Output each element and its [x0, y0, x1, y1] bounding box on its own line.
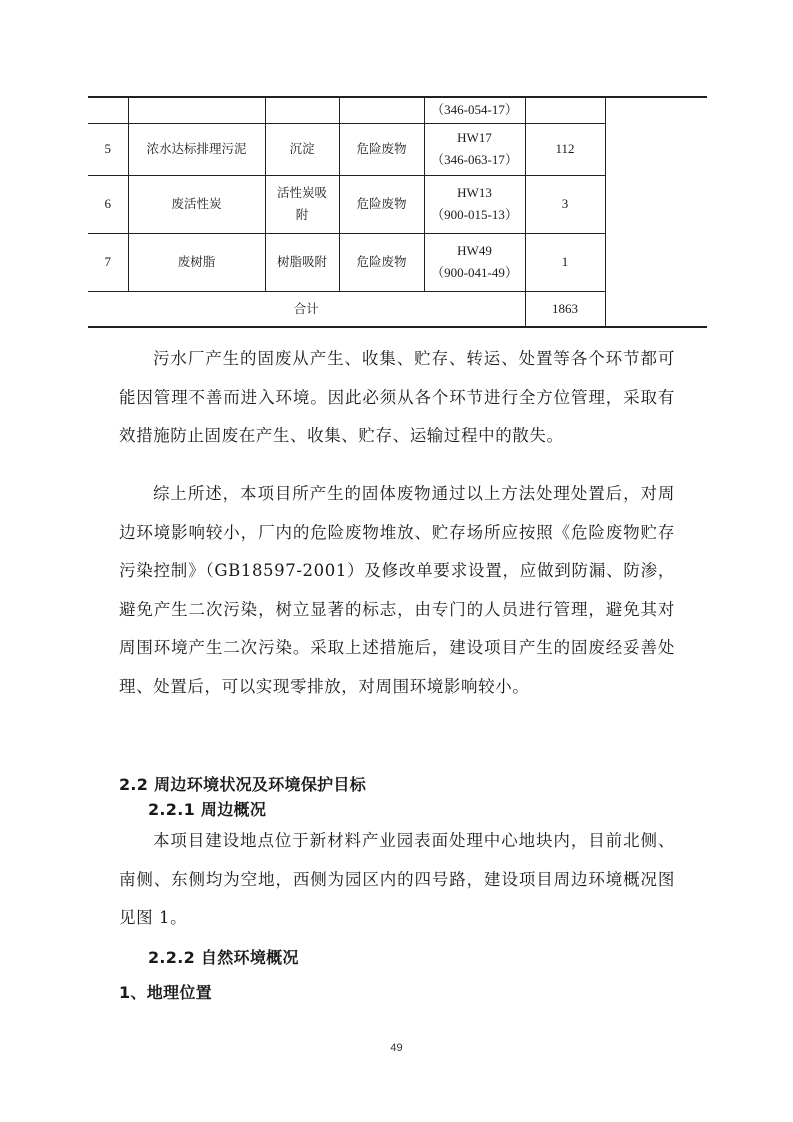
page-number: 49: [390, 1042, 403, 1054]
section-heading-2-2-2: 2.2.2 自然环境概况: [148, 948, 299, 967]
subsection-heading-geography: 1、地理位置: [119, 983, 212, 1002]
waste-code-cell: [424, 233, 525, 291]
total-label-cell: 合计: [88, 291, 525, 327]
category-cell: [339, 97, 424, 123]
paragraph-surroundings: 本项目建设地点位于新材料产业园表面处理中心地块内，目前北侧、南侧、东侧均为空地，西侧为园区内的四号路，建设项目周边环境概况图见图 1。: [119, 831, 675, 928]
paragraph-summary: 综上所述，本项目所产生的固体废物通过以上方法处理处置后，对周边环境影响较小，厂内的危险废物堆放、贮存场所应按照《危险废物贮存污染控制》（GB18597-2001）及修改单要求设置，应做到防漏、防渗，避免产生二次污染，树立显著的标志，由专门的人员进行管理，避免其对周围环境产生二次污染。采取上述措施后，建设项目产生的固废经妥善处理、处置后，可以实现零排放，对周围环境影响较小。: [119, 484, 675, 696]
waste-code-cell: [424, 123, 525, 175]
waste-name-cell: [128, 97, 265, 123]
process-cell: 树脂吸附: [265, 233, 339, 291]
blank-column: [605, 97, 707, 291]
waste-code-cell: [424, 175, 525, 233]
waste-code-main: HW13: [457, 185, 492, 200]
row-number-cell: 6: [88, 175, 128, 233]
row-number-cell: 7: [88, 233, 128, 291]
category-cell: 危险废物: [339, 175, 424, 233]
table-total-row: [88, 291, 707, 327]
row-number-cell: [88, 97, 128, 123]
table-row: [88, 97, 707, 123]
amount-cell: [525, 97, 605, 123]
waste-name-cell: 废树脂: [128, 233, 265, 291]
waste-code-sub: （900-041-49）: [431, 265, 518, 280]
section-heading-2-2-1: 2.2.1 周边概况: [148, 800, 267, 819]
category-cell: 危险废物: [339, 123, 424, 175]
waste-code-cell: [424, 97, 525, 123]
waste-table: [88, 96, 707, 328]
total-value-cell: 1863: [525, 291, 605, 327]
process-cell: 活性炭吸附: [265, 175, 339, 233]
waste-code-sub: （346-054-17）: [431, 102, 518, 118]
process-cell: [265, 97, 339, 123]
blank-column: [605, 291, 707, 327]
section-heading-2-2: 2.2 周边环境状况及环境保护目标: [119, 775, 367, 794]
paragraph-solid-waste-management: 污水厂产生的固废从产生、收集、贮存、转运、处置等各个环节都可能因管理不善而进入环境。因此必须从各个环节进行全方位管理，采取有效措施防止固废在产生、收集、贮存、运输过程中的散失。: [119, 349, 675, 446]
amount-cell: 112: [525, 123, 605, 175]
process-cell: 沉淀: [265, 123, 339, 175]
waste-name-cell: 浓水达标排理污泥: [128, 123, 265, 175]
waste-code-sub: （900-015-13）: [431, 207, 518, 222]
waste-code-main: HW17: [457, 130, 492, 145]
waste-code-sub: （346-063-17）: [431, 152, 518, 167]
row-number-cell: 5: [88, 123, 128, 175]
waste-code-main: HW49: [457, 243, 492, 258]
waste-name-cell: 废活性炭: [128, 175, 265, 233]
amount-cell: 1: [525, 233, 605, 291]
amount-cell: 3: [525, 175, 605, 233]
category-cell: 危险废物: [339, 233, 424, 291]
